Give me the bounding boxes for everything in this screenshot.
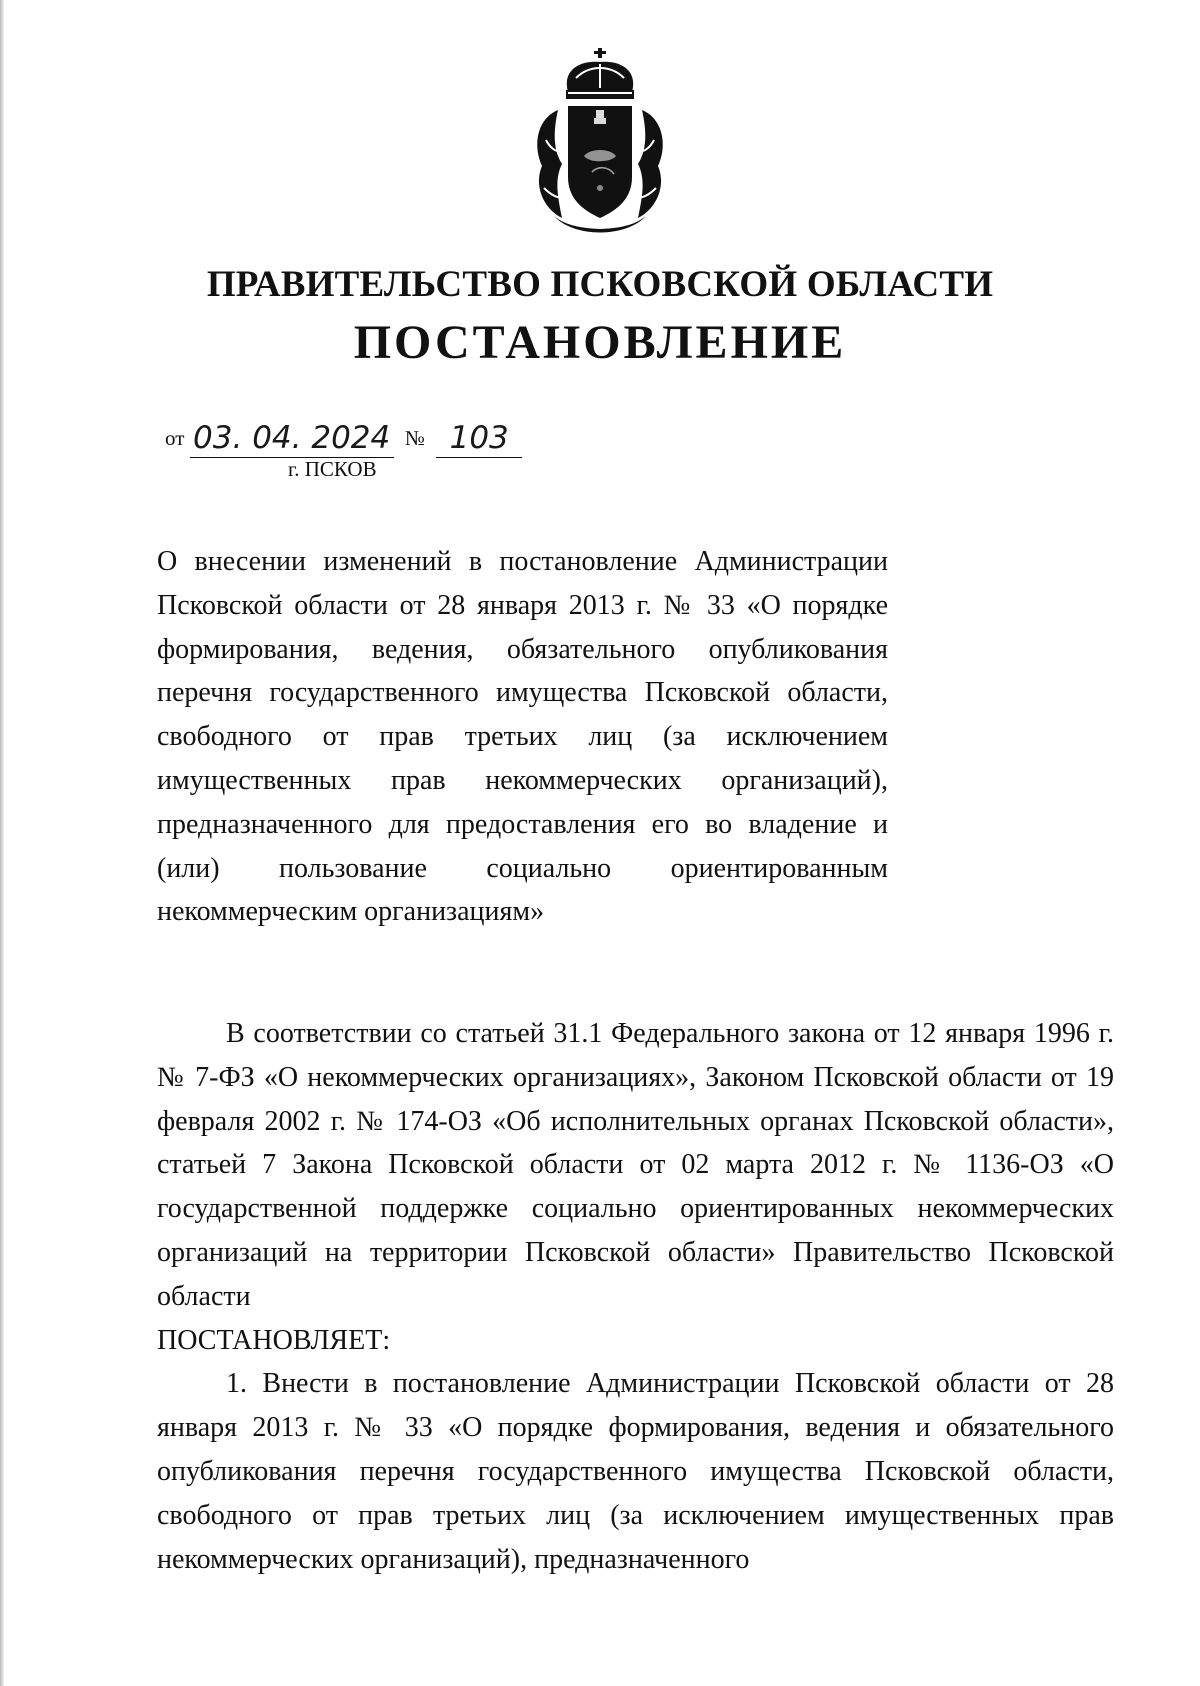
document-type-title: ПОСТАНОВЛЕНИЕ — [353, 316, 847, 369]
document-subject: О внесении изменений в постановление Администрации Псковской области от 28 января 2013 г. № 33 «О порядке формирования, ведения, обязательного опубликования перечня государственного имущества Псковской области, свободного от прав третьих лиц (за исключением имущественных прав некоммерческих организаций), предназначенного для предоставления его во владение и (или) пользование социально ориентированным некоммерческим организациям» — [157, 546, 888, 928]
date-label: от — [165, 426, 185, 450]
document-body — [157, 1012, 1114, 1581]
pskov-oblast-coat-of-arms-icon — [528, 48, 672, 236]
scan-edge — [0, 0, 4, 1686]
item-1-paragraph: 1. Внести в постановление Администрации Псковской области от 28 января 2013 г. № 33 «О порядке формирования, ведения и обязательного опубликования перечня государственного имущества Псковской области, свободного от прав третьих лиц (за исключением имущественных прав некоммерческих организаций), предназначенного — [157, 1368, 1114, 1575]
resolves-statement: ПОСТАНОВЛЯЕТ: — [157, 1324, 391, 1356]
issue-city: г. ПСКОВ — [288, 457, 377, 481]
document-date: 03. 04. 2024 — [190, 419, 394, 458]
crown-icon — [566, 48, 634, 99]
government-title: ПРАВИТЕЛЬСТВО ПСКОВСКОЙ ОБЛАСТИ — [206, 264, 994, 305]
preamble-paragraph: В соответствии со статьей 31.1 Федерального закона от 12 января 1996 г. № 7-ФЗ «О некоммерческих организациях», Законом Псковской области от 19 февраля 2002 г. № 174-ОЗ «Об исполнительных органах Псковской области», статьей 7 Закона Псковской области от 02 марта 2012 г. № 1136-ОЗ «О государственной поддержке социально ориентированных некоммерческих организаций на территории Псковской области» Правительство Псковской области — [157, 1018, 1114, 1312]
document-number: 103 — [436, 419, 522, 458]
document-reference — [165, 418, 522, 458]
number-label: № — [404, 426, 425, 450]
